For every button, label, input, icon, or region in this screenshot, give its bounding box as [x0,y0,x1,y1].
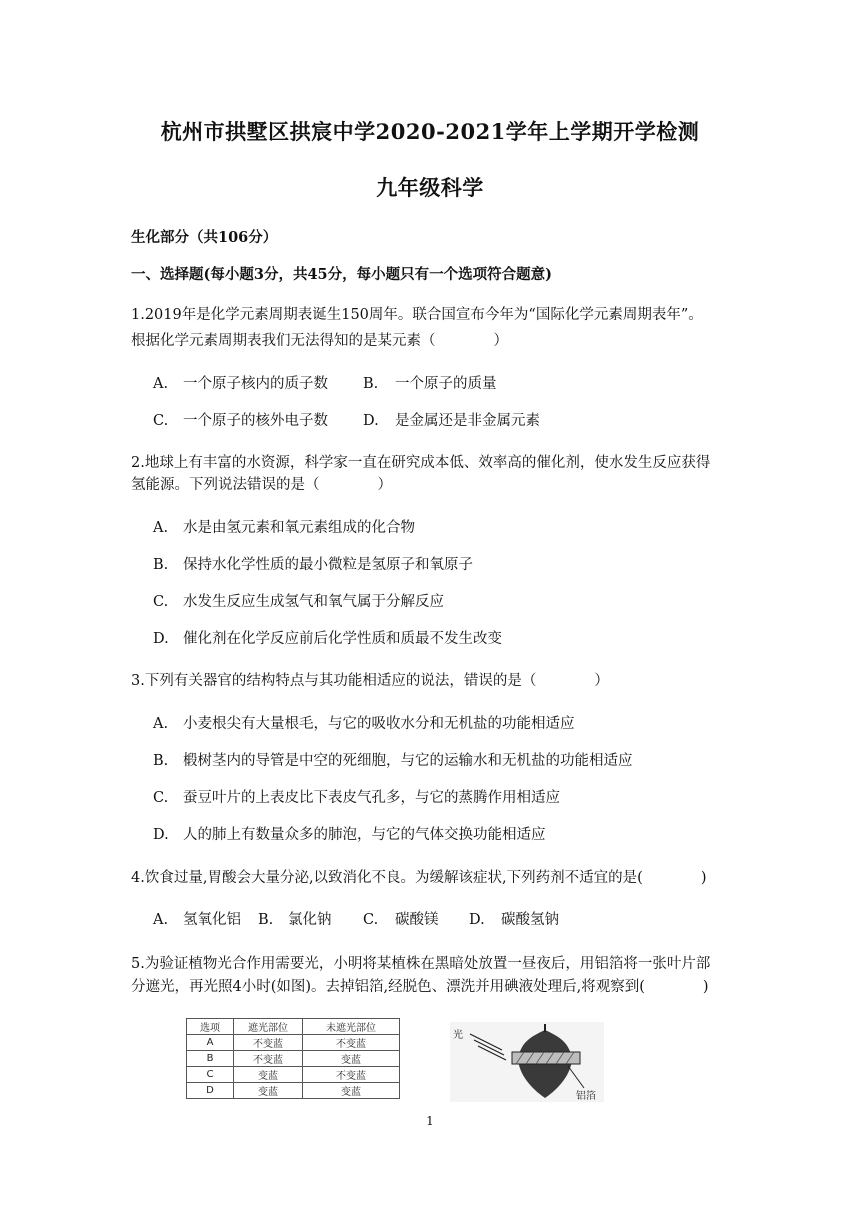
option-text: 氯化钠 [288,912,332,928]
table-header-row [187,1019,400,1035]
q1-line1: 1.2019年是化学元素周期表诞生150周年。联合国宣布今年为“国际化学元素周期表年”。 [131,307,703,323]
option-text: 一个原子的核外电子数 [183,413,328,429]
option-text: 一个原子核内的质子数 [183,376,328,392]
table-cell: 变蓝 [303,1083,400,1099]
table-row [187,1067,400,1083]
table-cell: D [187,1083,234,1099]
q2-line2: 氢能源。下列说法错误的是（ ） [131,477,392,493]
option-letter: C. [363,912,379,928]
option-text: 水是由氢元素和氧元素组成的化合物 [183,520,415,536]
table-row [187,1035,400,1051]
option-letter: D. [153,631,169,647]
option-text: 椴树茎内的导管是中空的死细胞，与它的运输水和无机盐的功能相适应 [183,753,633,769]
table-cell: A [187,1035,234,1051]
q2-option-d [153,627,502,648]
table-cell: B [187,1051,234,1067]
q3-option-c [153,786,560,807]
table-cell: C [187,1067,234,1083]
q3-option-a [153,712,575,733]
option-text: 一个原子的质量 [395,376,497,392]
part-header: 一、选择题(每小题3分，共45分，每小题只有一个选项符合题意) [131,266,552,283]
q1-line2: 根据化学元素周期表我们无法得知的是某元素（ ） [131,333,508,349]
light-label: 光 [453,1030,463,1041]
q4-options-row [153,908,559,929]
option-text: 是金属还是非金属元素 [395,413,540,429]
option-letter: A. [153,376,169,392]
exam-subtitle: 九年级科学 [376,175,484,200]
option-letter: A. [153,912,169,928]
table-header: 未遮光部位 [303,1019,400,1035]
option-text: 蚕豆叶片的上表皮比下表皮气孔多，与它的蒸腾作用相适应 [183,790,560,806]
q3-option-d [153,823,546,844]
q2-option-a [153,516,415,537]
option-text: 氢氧化铝 [183,912,241,928]
q1-options-row2 [153,409,540,430]
q2-option-c [153,590,444,611]
option-letter: A. [153,716,169,732]
table-cell: 变蓝 [234,1083,303,1099]
option-text: 保持水化学性质的最小微粒是氢原子和氧原子 [183,557,473,573]
option-letter: D. [469,912,485,928]
option-letter: C. [153,413,169,429]
table-cell: 不变蓝 [234,1051,303,1067]
exam-title: 杭州市拱墅区拱宸中学2020-2021学年上学期开学检测 [160,119,700,144]
q4-line1: 4.饮食过量,胃酸会大量分泌,以致消化不良。为缓解该症状,下列药剂不适宜的是( ) [131,870,707,886]
page-number: 1 [426,1114,434,1128]
option-letter: B. [153,557,169,573]
q2-option-b [153,553,473,574]
q5-line1: 5.为验证植物光合作用需要光，小明将某植株在黑暗处放置一昼夜后，用铝箔将一张叶片部 [131,956,711,972]
section-label: 生化部分（共106分） [131,229,278,246]
option-letter: B. [153,753,169,769]
q3-option-b [153,749,633,770]
q3-line1: 3.下列有关器官的结构特点与其功能相适应的说法，错误的是（ ） [131,673,609,689]
option-letter: D. [363,413,379,429]
option-letter: B. [363,376,379,392]
option-text: 小麦根尖有大量根毛，与它的吸收水分和无机盐的功能相适应 [183,716,575,732]
table-row [187,1051,400,1067]
option-text: 催化剂在化学反应前后化学性质和质最不发生改变 [183,631,502,647]
table-cell: 不变蓝 [303,1067,400,1083]
option-text: 人的肺上有数量众多的肺泡，与它的气体交换功能相适应 [183,827,546,843]
table-header: 遮光部位 [234,1019,303,1035]
q1-options-row1 [153,372,497,393]
option-text: 碳酸镁 [395,912,439,928]
q2-line1: 2.地球上有丰富的水资源，科学家一直在研究成本低、效率高的催化剂，使水发生反应获得 [131,455,711,471]
option-text: 碳酸氢钠 [501,912,559,928]
q5-answer-table [186,1018,400,1099]
table-cell: 不变蓝 [234,1035,303,1051]
option-letter: B. [258,912,274,928]
table-cell: 变蓝 [234,1067,303,1083]
table-row [187,1083,400,1099]
option-letter: D. [153,827,169,843]
foil-label: 铝箔 [576,1091,596,1102]
option-letter: C. [153,790,169,806]
option-text: 水发生反应生成氢气和氧气属于分解反应 [183,594,444,610]
table-cell: 不变蓝 [303,1035,400,1051]
table-cell: 变蓝 [303,1051,400,1067]
table-header: 选项 [187,1019,234,1035]
option-letter: C. [153,594,169,610]
leaf-foil-figure [450,1022,604,1102]
q5-line2: 分遮光，再光照4小时(如图)。去掉铝箔,经脱色、漂洗并用碘液处理后,将观察到( ) [131,979,709,995]
option-letter: A. [153,520,169,536]
